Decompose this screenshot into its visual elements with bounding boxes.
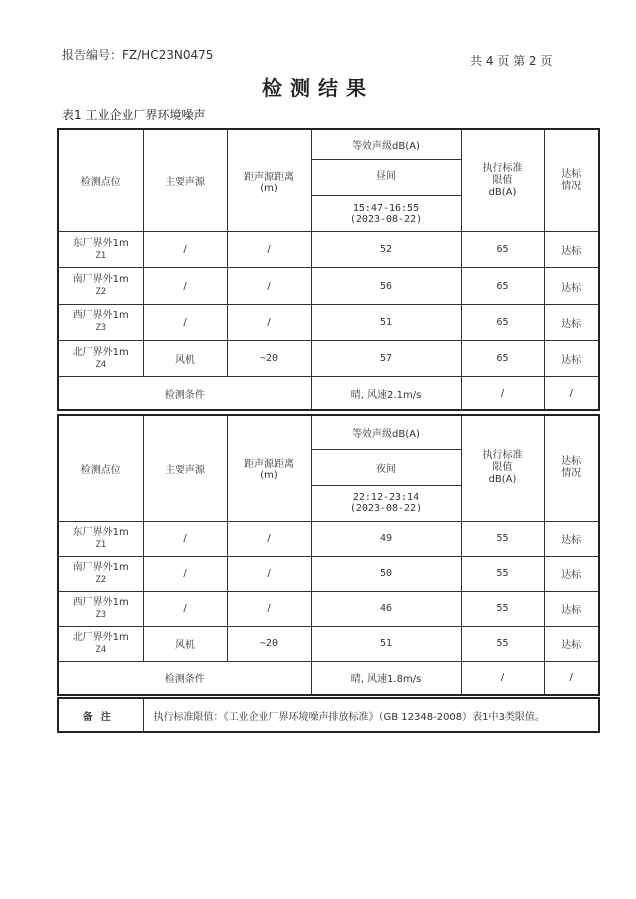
col-header-standard [461, 129, 544, 232]
point-cell [58, 232, 143, 268]
source-cell: / [143, 556, 227, 591]
page-info: 共 4 页 第 2 页 [470, 54, 553, 68]
standard-header-line1: 执行标准 [482, 162, 523, 174]
night-noise-table [57, 414, 600, 696]
distance-cell: / [227, 521, 311, 556]
distance-cell: / [227, 556, 311, 591]
status-cell: 达标 [544, 556, 599, 591]
day-period-label: 昼间 [311, 159, 461, 195]
point-name: 西厂界外1m [72, 310, 129, 322]
limit-cell: 65 [461, 340, 544, 376]
col-header-standard [461, 415, 544, 521]
condition-status: / [544, 661, 599, 695]
day-time: 15:47-16:55 [352, 202, 420, 214]
level-cell: 52 [311, 232, 461, 268]
standard-header-line2: 限值 [492, 174, 513, 186]
condition-limit: / [461, 377, 544, 410]
night-date: (2023-08-22) [349, 503, 423, 514]
distance-cell: / [227, 232, 311, 268]
page-title: 检测结果 [262, 76, 374, 100]
standard-header-line3: dB(A) [488, 474, 517, 486]
remarks-table [57, 697, 600, 733]
point-cell [58, 626, 143, 661]
table-caption: 表1 工业企业厂界环境噪声 [62, 108, 206, 122]
remarks-text: 执行标准限值：《工业企业厂界环境噪声排放标准》（GB 12348-2008）表1中3类限值。 [143, 698, 599, 732]
level-cell: 51 [311, 626, 461, 661]
point-cell [58, 304, 143, 340]
table-row [58, 626, 599, 661]
status-header-line2: 情况 [561, 468, 582, 480]
point-cell [58, 521, 143, 556]
level-cell: 50 [311, 556, 461, 591]
table-row [58, 304, 599, 340]
point-code: Z1 [95, 250, 107, 261]
distance-header-line2: (m) [260, 182, 278, 194]
status-cell: 达标 [544, 626, 599, 661]
distance-header-line2: (m) [260, 470, 278, 482]
level-cell: 49 [311, 521, 461, 556]
distance-cell: / [227, 268, 311, 304]
point-name: 北厂界外1m [72, 631, 129, 643]
status-cell: 达标 [544, 232, 599, 268]
col-header-distance [227, 415, 311, 521]
level-cell: 51 [311, 304, 461, 340]
standard-header-line2: 限值 [492, 462, 513, 474]
status-cell: 达标 [544, 591, 599, 626]
distance-header-line1: 距声源距离 [244, 171, 294, 183]
col-header-status [544, 415, 599, 521]
limit-cell: 65 [461, 304, 544, 340]
level-cell: 46 [311, 591, 461, 626]
condition-value: 晴, 风速2.1m/s [311, 377, 461, 410]
table-row [58, 556, 599, 591]
status-cell: 达标 [544, 268, 599, 304]
condition-limit: / [461, 661, 544, 695]
condition-status: / [544, 377, 599, 410]
col-header-point: 检测点位 [58, 415, 143, 521]
table-row [58, 232, 599, 268]
level-cell: 56 [311, 268, 461, 304]
point-code: Z4 [95, 644, 107, 655]
night-time: 22:12-23:14 [352, 492, 420, 503]
limit-cell: 55 [461, 521, 544, 556]
distance-cell: ~20 [227, 340, 311, 376]
point-name: 南厂界外1m [72, 561, 129, 573]
report-number: 报告编号：FZ/HC23N0475 [62, 48, 214, 62]
table-row [58, 591, 599, 626]
point-name: 西厂界外1m [72, 596, 129, 608]
table-row [58, 521, 599, 556]
standard-header-line3: dB(A) [488, 186, 517, 198]
remarks-label: 备注 [58, 698, 143, 732]
distance-cell: / [227, 304, 311, 340]
condition-value: 晴, 风速1.8m/s [311, 661, 461, 695]
source-cell: 风机 [143, 340, 227, 376]
status-header-line2: 情况 [561, 180, 582, 192]
col-header-status [544, 129, 599, 232]
status-header-line1: 达标 [561, 168, 582, 180]
condition-row [58, 377, 599, 410]
distance-header-line1: 距声源距离 [244, 459, 294, 471]
col-header-source: 主要声源 [143, 415, 227, 521]
point-code: Z1 [95, 539, 107, 550]
table-row [58, 340, 599, 376]
point-code: Z4 [95, 359, 107, 370]
point-name: 南厂界外1m [72, 274, 129, 286]
point-name: 东厂界外1m [72, 526, 129, 538]
day-date: (2023-08-22) [349, 213, 423, 225]
limit-cell: 55 [461, 591, 544, 626]
condition-label: 检测条件 [58, 661, 311, 695]
source-cell: / [143, 268, 227, 304]
source-cell: / [143, 232, 227, 268]
point-cell [58, 556, 143, 591]
condition-row [58, 661, 599, 695]
distance-cell: ~20 [227, 626, 311, 661]
point-cell [58, 340, 143, 376]
source-cell: / [143, 304, 227, 340]
col-header-level: 等效声级dB(A) [311, 129, 461, 159]
status-header-line1: 达标 [561, 456, 582, 468]
table-row [58, 268, 599, 304]
limit-cell: 55 [461, 626, 544, 661]
night-time-range [311, 485, 461, 521]
col-header-distance [227, 129, 311, 232]
point-cell [58, 268, 143, 304]
point-cell [58, 591, 143, 626]
point-name: 北厂界外1m [72, 346, 129, 358]
source-cell: 风机 [143, 626, 227, 661]
col-header-source: 主要声源 [143, 129, 227, 232]
standard-header-line1: 执行标准 [482, 450, 523, 462]
col-header-point: 检测点位 [58, 129, 143, 232]
point-code: Z2 [95, 574, 107, 585]
day-noise-table [57, 128, 600, 411]
source-cell: / [143, 591, 227, 626]
point-name: 东厂界外1m [72, 237, 129, 249]
status-cell: 达标 [544, 304, 599, 340]
condition-label: 检测条件 [58, 377, 311, 410]
day-time-range [311, 195, 461, 231]
distance-cell: / [227, 591, 311, 626]
status-cell: 达标 [544, 340, 599, 376]
night-period-label: 夜间 [311, 449, 461, 485]
point-code: Z3 [95, 323, 107, 334]
col-header-level: 等效声级dB(A) [311, 415, 461, 449]
status-cell: 达标 [544, 521, 599, 556]
limit-cell: 65 [461, 232, 544, 268]
point-code: Z2 [95, 287, 107, 298]
point-code: Z3 [95, 609, 107, 620]
limit-cell: 65 [461, 268, 544, 304]
limit-cell: 55 [461, 556, 544, 591]
source-cell: / [143, 521, 227, 556]
level-cell: 57 [311, 340, 461, 376]
